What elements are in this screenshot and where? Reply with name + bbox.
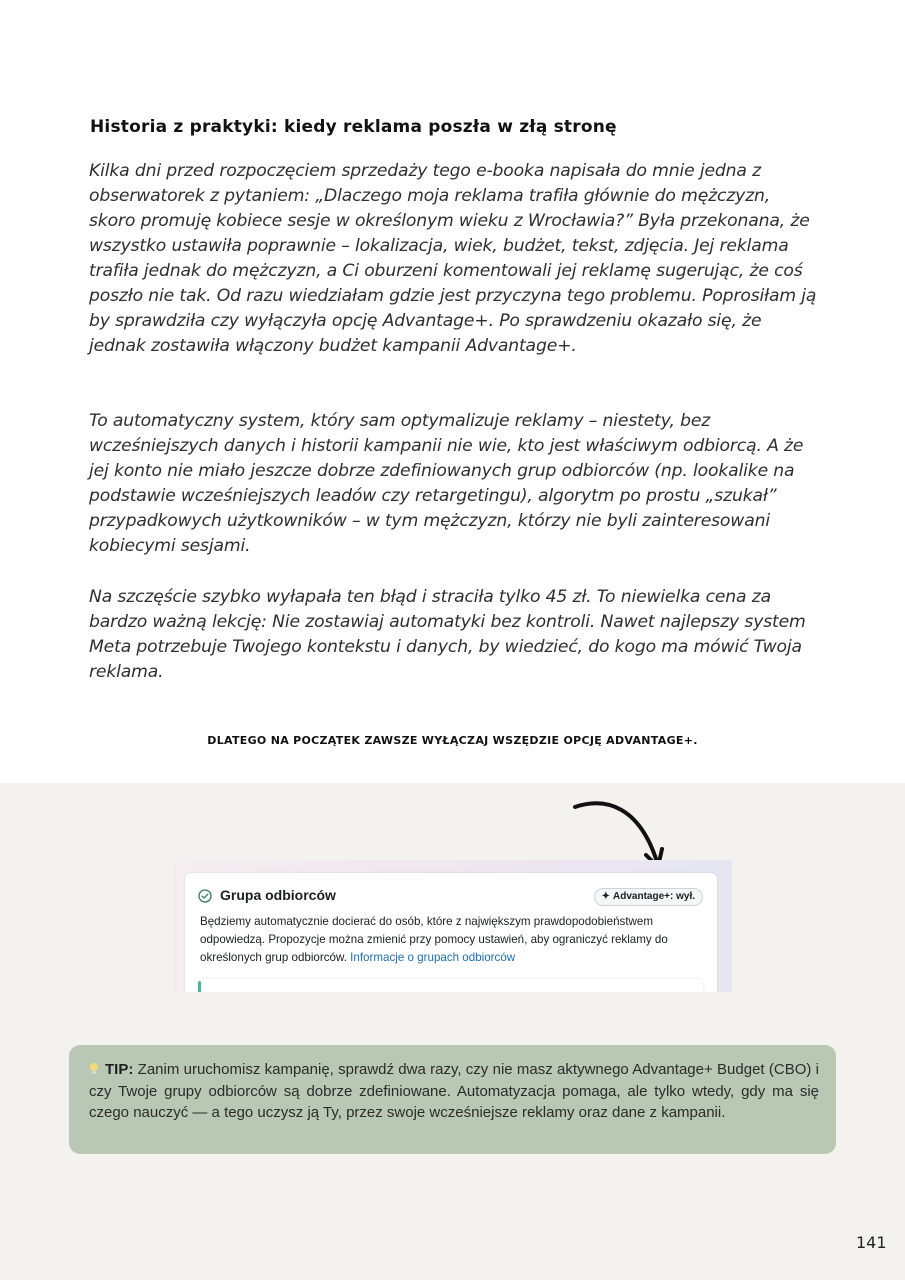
advantage-plus-toggle[interactable] bbox=[594, 888, 703, 906]
page-bottom-section bbox=[0, 783, 905, 1280]
audience-card-description bbox=[200, 913, 710, 967]
story-paragraph-3: Na szczęście szybko wyłapała ten błąd i straciła tylko 45 zł. To niewielka cena za bardzo ważną lekcję: Nie zostawiaj automatyki bez kontroli. Nawet najlepszy system Meta potrzebuje Twojego kontekstu i danych, by wiedzieć, do kogo ma mówić Twoja reklama. bbox=[89, 587, 806, 682]
audience-info-link[interactable]: Informacje o grupach odbiorców bbox=[350, 951, 516, 964]
tip-text: Zanim uruchomisz kampanię, sprawdź dwa razy, czy nie masz aktywnego Advantage+ Budget (CBO) i czy Twoje grupy odbiorców są dobrze zdefiniowane. Automatyzacja pomaga, ale tylko wtedy, gdy ma się czego nauczyć — a tego uczysz ją Ty, przez swoje wcześniejsze reklamy oraz dane z kampanii. bbox=[89, 1061, 820, 1121]
story-paragraph-1: Kilka dni przed rozpoczęciem sprzedaży tego e-booka napisała do mnie jedna z obserwatorek z pytaniem: „Dlaczego moja reklama trafiła głównie do mężczyzn, skoro promuję kobiece sesje w określonym wieku z Wrocławia?” Była przekonana, że wszystko ustawiła poprawnie – lokalizacja, wiek, budżet, tekst, zdjęcia. Jej reklama trafiła jednak do mężczyzn, a Ci oburzeni komentowali jej reklamę sugerując, że coś poszło nie tak. Od razu wiedziałam gdzie jest przyczyna tego problemu. Poprosiłam ją by sprawdziła czy wyłączyła opcję Advantage+. Po sprawdzeniu okazało się, że jednak zostawiła włączony budżet kampanii Advantage+. bbox=[89, 161, 817, 356]
tip-label: TIP: bbox=[105, 1061, 134, 1078]
accent-bar bbox=[198, 981, 201, 992]
advantage-plus-label: Advantage+: wył. bbox=[613, 891, 695, 902]
story-paragraph-2: To automatyczny system, który sam optymalizuje reklamy – niestety, bez wcześniejszych danych i historii kampanii nie wie, kto jest właściwym odbiorcą. A że jej konto nie miało jeszcze dobrze zdefiniowanych grup odbiorców (np. lookalike na podstawie wcześniejszych leadów czy retargetingu), algorytm po prostu „szukał” przypadkowych użytkowników – w tym mężczyzn, którzy nie byli zainteresowani kobiecymi sesjami. bbox=[89, 411, 804, 556]
audience-options-box bbox=[198, 979, 703, 992]
callout-text: DLATEGO NA POCZĄTEK ZAWSZE WYŁĄCZAJ WSZĘDZIE OPCJĘ ADVANTAGE+. bbox=[207, 734, 698, 747]
sparkle-icon: ✦ bbox=[601, 891, 611, 902]
audience-card-title: Grupa odbiorców bbox=[220, 887, 336, 903]
audience-settings-screenshot bbox=[173, 860, 732, 992]
tip-box bbox=[69, 1045, 836, 1154]
audience-card bbox=[185, 873, 717, 992]
audience-description-text: Będziemy automatycznie docierać do osób, które z największym prawdopodobieństwem odpowiedzą. Propozycje można zmienić przy pomocy ustawień, aby ograniczyć reklamy do określonych grup odbiorców. bbox=[200, 915, 668, 964]
section-heading: Historia z praktyki: kiedy reklama poszła w złą stronę bbox=[90, 117, 617, 137]
lightbulb-icon bbox=[89, 1063, 99, 1075]
page-number: 141 bbox=[856, 1233, 887, 1252]
check-circle-icon bbox=[198, 889, 212, 903]
tip-content bbox=[89, 1059, 819, 1124]
